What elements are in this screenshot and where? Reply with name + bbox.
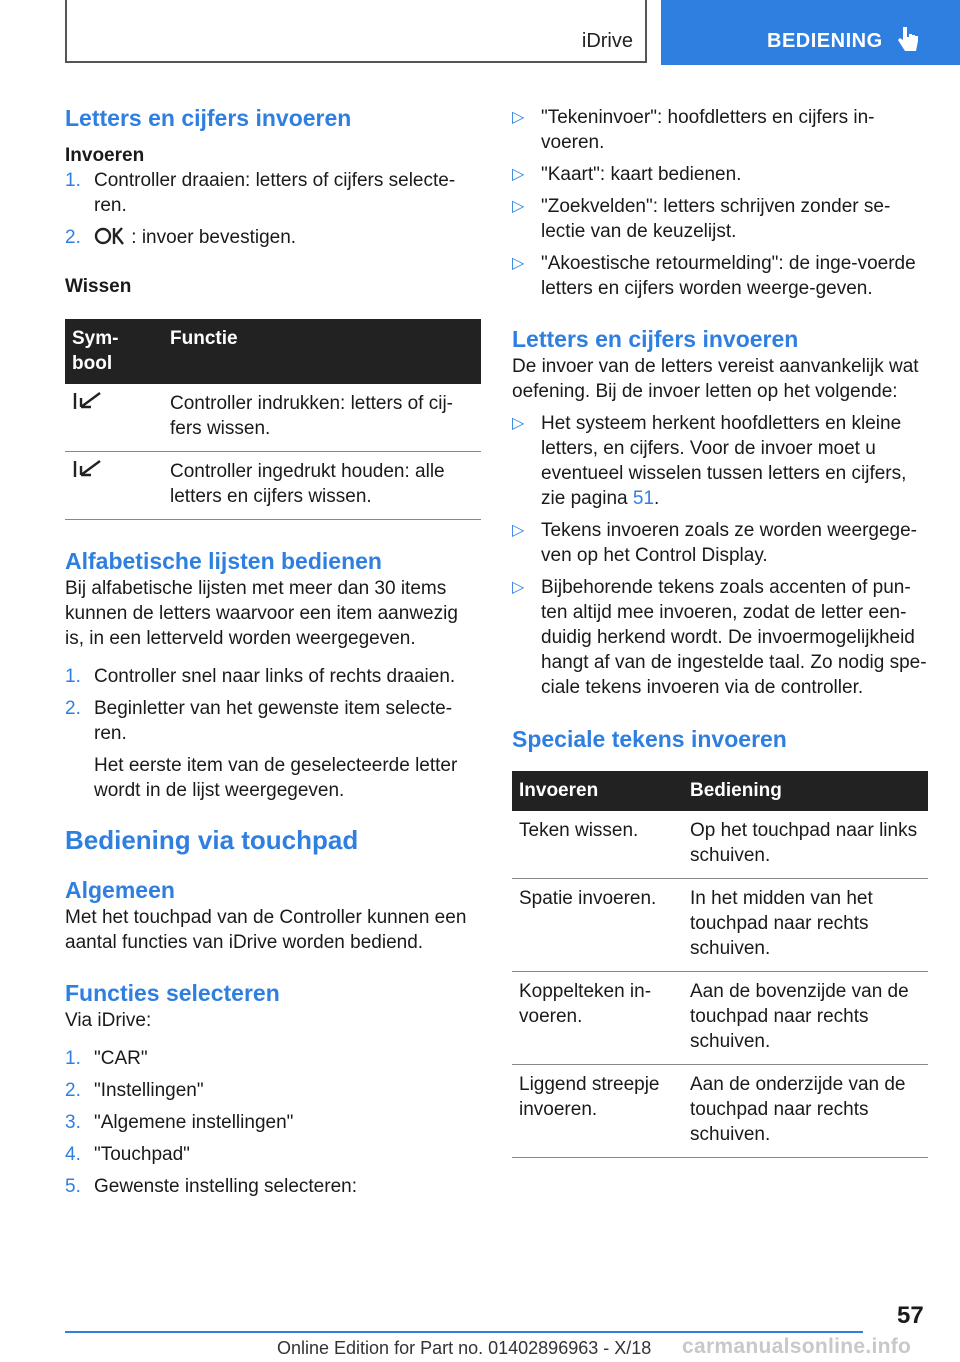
table-row: Controller indrukken: letters of cij‐fers wissen. [65, 384, 481, 452]
list-item: 1. Controller snel naar links of rechts draaien. [65, 666, 456, 687]
table-row: Spatie invoeren. In het midden van het touchpad naar rechts schuiven. [512, 879, 928, 972]
touchpad-options-list [512, 105, 928, 301]
left-column [65, 100, 481, 1199]
functies-intro: Via iDrive: [65, 1010, 152, 1031]
heading-letters-cijfers-2: Letters en cijfers invoeren [512, 326, 799, 352]
header-section-title: iDrive [581, 30, 633, 52]
header-chapter-label: BEDIENING [767, 30, 883, 52]
list-item: 3. "Algemene instellingen" [65, 1112, 294, 1133]
list-item: ▷ "Kaart": kaart bedienen. [512, 164, 742, 185]
backspace-arrow-icon [72, 459, 102, 479]
list-item: 1. "CAR" [65, 1048, 148, 1069]
triangle-bullet-icon: ▷ [512, 166, 525, 183]
list-item: ▷ "Zoekvelden": letters schrijven zonder se‐lectie van de keuzelijst. [512, 196, 891, 242]
table-header: Sym‐bool [65, 319, 163, 384]
triangle-bullet-icon: ▷ [512, 415, 525, 432]
list-item: ▷ Tekens invoeren zoals ze worden weergege‐ven op het Control Display. [512, 520, 917, 566]
watermark: carmanualsonline.info [682, 1335, 912, 1358]
list-item: ▷ "Akoestische retourmelding": de inge‐voerde letters en cijfers worden weerge‐geven. [512, 253, 916, 299]
header-frame [65, 0, 647, 63]
list-item: 2. : invoer bevestigen. [65, 227, 297, 248]
heading-speciale-tekens: Speciale tekens invoeren [512, 726, 787, 752]
algemeen-text: Met het touchpad van de Controller kunnen een aantal functies van iDrive worden bediend. [65, 907, 467, 953]
table-header: Invoeren [512, 771, 683, 811]
functies-steps [65, 1046, 481, 1199]
heading-bediening-touchpad: Bediening via touchpad [65, 825, 359, 855]
triangle-bullet-icon: ▷ [512, 255, 525, 272]
list-item: 2. Beginletter van het gewenste item selecte‐ren. [65, 698, 453, 744]
heading-functies-selecteren: Functies selecteren [65, 980, 280, 1006]
alfabet-steps [65, 664, 481, 803]
ok-icon [94, 226, 126, 246]
subheading-wissen: Wissen [65, 276, 132, 297]
backspace-arrow-icon [72, 391, 102, 411]
letters2-intro: De invoer van de letters vereist aanvankelijk wat oefening. Bij de invoer letten op het volgende: [512, 356, 919, 402]
invoeren-steps [65, 168, 481, 250]
subheading-invoeren: Invoeren [65, 145, 145, 166]
table-row: Liggend streepje invoeren. Aan de onderzijde van de touchpad naar rechts schuiven. [512, 1065, 928, 1158]
footer-edition: Online Edition for Part no. 01402896963 - X/18 [277, 1338, 652, 1358]
table-row: Teken wissen. Op het touchpad naar links schuiven. [512, 811, 928, 879]
triangle-bullet-icon: ▷ [512, 522, 525, 539]
speciale-tekens-table [512, 771, 928, 1158]
touch-hand-icon [897, 25, 919, 53]
table-row: Koppelteken in‐voeren. Aan de bovenzijde van de touchpad naar rechts schuiven. [512, 972, 928, 1065]
list-item-note: Het eerste item van de geselecteerde letter wordt in de lijst weergegeven. [94, 755, 458, 801]
triangle-bullet-icon: ▷ [512, 109, 525, 126]
heading-alfabetische-lijsten: Alfabetische lijsten bedienen [65, 548, 382, 574]
list-item: ▷ Bijbehorende tekens zoals accenten of pun‐ten altijd mee invoeren, zodat de letter een‐duidig herkend wordt. De invoermogelijkheid hangt af van de ingestelde taal. Zo nodig spe‐ciale tekens invoeren via de controller. [512, 577, 927, 698]
triangle-bullet-icon: ▷ [512, 198, 525, 215]
right-column [512, 100, 928, 1158]
page-number: 57 [897, 1302, 924, 1329]
list-item: ▷ Het systeem herkent hoofdletters en kleine letters, en cijfers. Voor de invoer moet u eventueel wisselen tussen letters en cijfers, zie pagina 51. [512, 413, 907, 509]
list-item: 5. Gewenste instelling selecteren: [65, 1176, 357, 1197]
table-header: Functie [163, 319, 481, 384]
heading-letters-cijfers: Letters en cijfers invoeren [65, 105, 352, 131]
table-header: Bediening [683, 771, 928, 811]
alfabet-intro: Bij alfabetische lijsten met meer dan 30 items kunnen de letters waarvoor een item aanwezig is, in een letterveld worden weergegeven. [65, 578, 458, 649]
table-row: Controller ingedrukt houden: alle letters en cijfers wissen. [65, 452, 481, 520]
list-item: ▷ "Tekeninvoer": hoofdletters en cijfers in‐voeren. [512, 107, 875, 153]
page-reference-link[interactable]: 51 [632, 488, 655, 509]
wissen-table [65, 319, 481, 520]
letters2-list [512, 411, 928, 700]
list-item: 1. Controller draaien: letters of cijfers selecte‐ren. [65, 170, 456, 216]
list-item: 2. "Instellingen" [65, 1080, 204, 1101]
footer-divider [65, 1331, 863, 1333]
list-item: 4. "Touchpad" [65, 1144, 190, 1165]
triangle-bullet-icon: ▷ [512, 579, 525, 596]
header-chapter-tab [661, 0, 960, 65]
heading-algemeen: Algemeen [65, 877, 175, 903]
